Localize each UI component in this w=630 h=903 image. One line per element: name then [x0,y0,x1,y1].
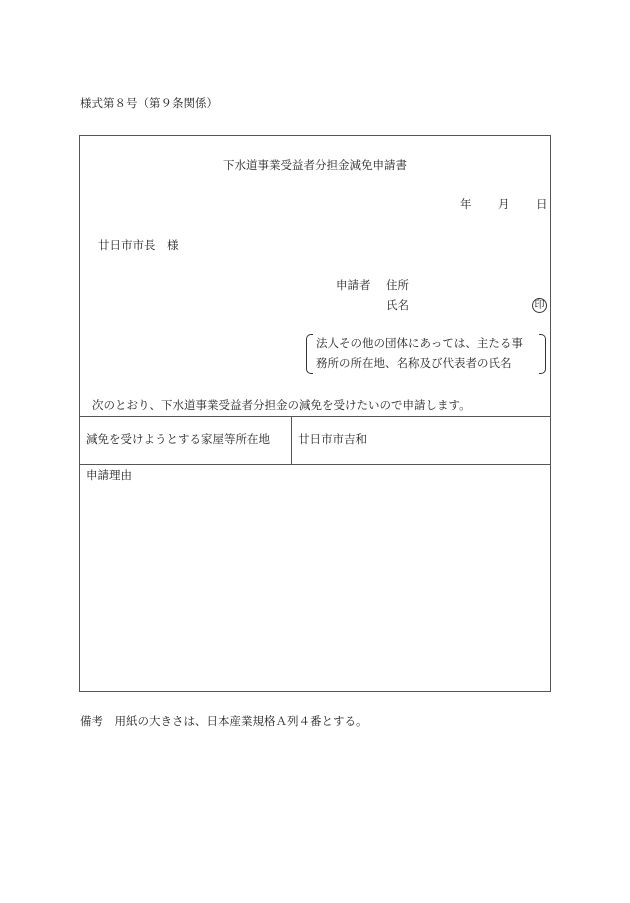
applicant-label: 申請者 [336,278,371,292]
seal-icon: 印 [532,298,547,313]
divider [80,416,550,417]
name-label: 氏名 [386,298,409,312]
divider [80,464,550,465]
property-location-label: 減免を受けようとする家屋等所在地 [86,432,270,446]
addressee: 廿日市市長 様 [98,238,179,252]
reason-label: 申請理由 [86,468,132,482]
left-bracket [306,334,313,374]
cell-divider [291,416,292,464]
property-location-value: 廿日市市吉和 [298,432,367,446]
application-form [79,135,551,692]
remarks: 備考 用紙の大きさは、日本産業規格Ａ列４番とする。 [80,714,368,728]
address-label: 住所 [386,278,409,292]
note-line-2: 務所の所在地、名称及び代表者の氏名 [316,356,512,370]
request-statement: 次のとおり、下水道事業受益者分担金の減免を受けたいので申請します。 [92,398,471,412]
date-day-label: 日 [536,197,548,211]
date-month-label: 月 [498,197,510,211]
form-number: 様式第８号（第９条関係） [80,96,218,110]
right-bracket [539,334,546,374]
note-line-1: 法人その他の団体にあっては、主たる事 [316,336,523,350]
corporate-note [306,334,546,374]
date-year-label: 年 [460,197,472,211]
form-title: 下水道事業受益者分担金減免申請書 [223,158,407,172]
